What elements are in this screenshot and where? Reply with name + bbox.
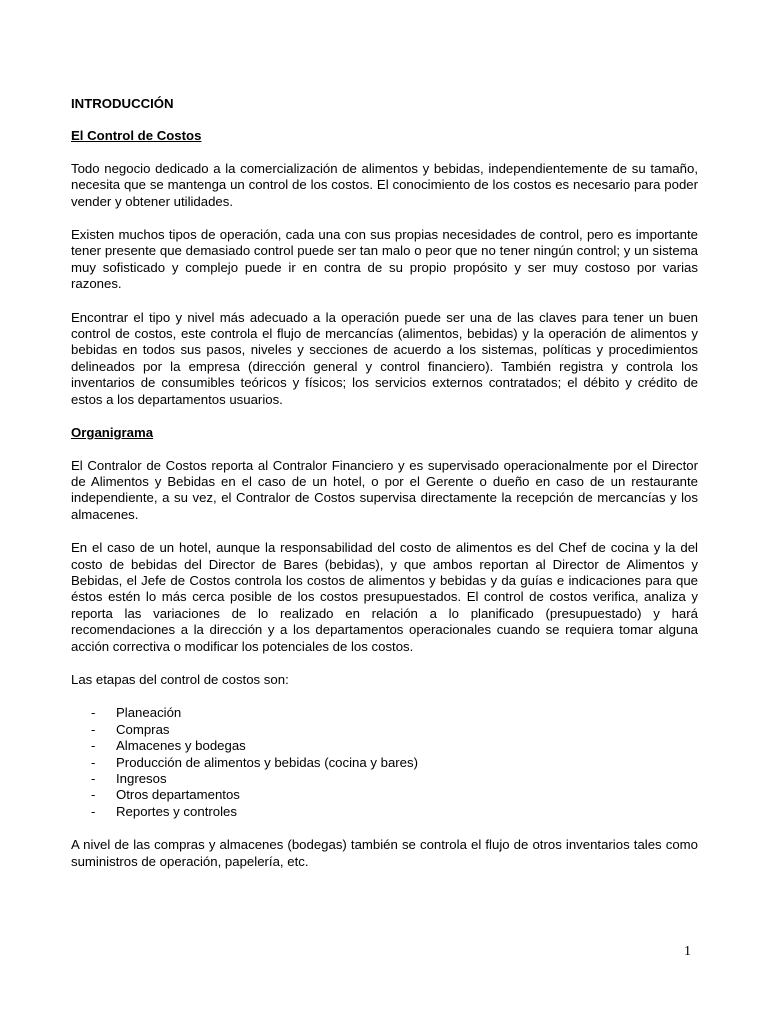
list-item	[71, 705, 698, 721]
list-item	[71, 738, 698, 754]
list-item-text: Reportes y controles	[116, 803, 237, 819]
paragraph-3: Encontrar el tipo y nivel más adecuado a la operación puede ser una de las claves para tener un buen control de costos, este controla el flujo de mercancías (alimentos, bebidas) y la operación de alimentos y bebidas en todos sus pasos, niveles y secciones de acuerdo a los sistemas, políticas y procedimientos delineados por la empresa (dirección general y control financiero). También registra y controla los inventarios de consumibles teóricos y físicos; los servicios externos contratados; el débito y crédito de estos a los departamentos usuarios.	[71, 309, 698, 407]
list-item	[71, 755, 698, 771]
list-item-text: Producción de alimentos y bebidas (cocina y bares)	[116, 754, 419, 770]
list-dash: -	[91, 738, 96, 754]
list-dash: -	[91, 787, 96, 803]
list-item-text: Ingresos	[116, 771, 167, 786]
paragraph-7: A nivel de las compras y almacenes (bodegas) también se controla el flujo de otros inventarios tales como suministros de operación, papelería, etc.	[71, 837, 698, 869]
section-title-control-costos: El Control de Costos	[71, 128, 202, 144]
list-item-text: Compras	[116, 721, 170, 737]
section-title-organigrama: Organigrama	[71, 425, 154, 441]
paragraph-5: En el caso de un hotel, aunque la responsabilidad del costo de alimentos es del Chef de cocina y la del costo de bebidas del Director de Bares (bebidas), y que ambos reportan al Director de Alimentos y Bebidas, el Jefe de Costos controla los costos de alimentos y bebidas y da guías e indicaciones para que éstos estén lo más cerca posible de los costos presupuestados. El control de costos verifica, analiza y reporta las variaciones de lo realizado en relación a lo planificado (presupuestado) y hará recomendaciones a la dirección y a los departamentos operacionales cuando se requiera tomar alguna acción correctiva o modificar los potenciales de los costos.	[71, 540, 698, 654]
list-dash: -	[91, 803, 96, 819]
list-item-text: Almacenes y bodegas	[116, 738, 246, 754]
list-dash: -	[91, 771, 96, 786]
document-heading: INTRODUCCIÓN	[71, 96, 174, 111]
paragraph-1: Todo negocio dedicado a la comercialización de alimentos y bebidas, independientemente de su tamaño, necesita que se mantenga un control de los costos. El conocimiento de los costos es necesario para poder vender y obtener utilidades.	[71, 160, 698, 209]
paragraph-6: Las etapas del control de costos son:	[71, 671, 289, 687]
list-item	[71, 804, 698, 820]
list-dash: -	[91, 754, 96, 770]
list-item	[71, 771, 698, 787]
list-item-text: Planeación	[116, 705, 182, 721]
list-item-text: Otros departamentos	[116, 787, 240, 803]
stages-list	[71, 705, 698, 820]
list-dash: -	[91, 721, 96, 737]
paragraph-2: Existen muchos tipos de operación, cada una con sus propias necesidades de control, pero es importante tener presente que demasiado control puede ser tan malo o peor que no tener ningún control; y un sistema muy sofisticado y complejo puede ir en contra de su propio propósito y ser muy costoso por varias razones.	[71, 227, 698, 292]
paragraph-4: El Contralor de Costos reporta al Contralor Financiero y es supervisado operacionalmente por el Director de Alimentos y Bebidas en el caso de un hotel, o por el Gerente o dueño en caso de un restaurante independiente, a su vez, el Contralor de Costos supervisa directamente la recepción de mercancías y los almacenes.	[71, 457, 698, 522]
list-item	[71, 787, 698, 803]
page-number: 1	[684, 944, 691, 959]
list-dash: -	[91, 705, 96, 721]
document-page	[71, 88, 698, 887]
list-item	[71, 722, 698, 738]
